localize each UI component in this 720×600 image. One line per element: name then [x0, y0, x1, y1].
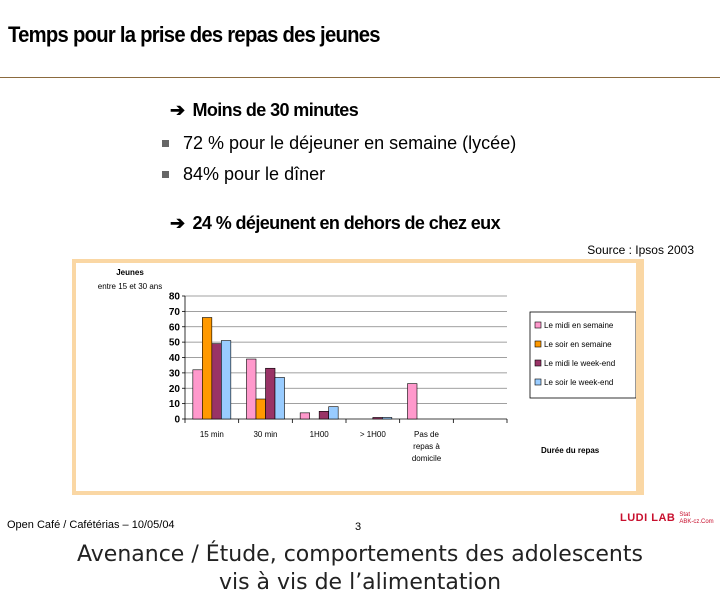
logo-text: LUDI LAB	[620, 512, 676, 524]
caption-line: Avenance / Étude, comportements des adolescents	[77, 542, 643, 567]
y-tick-label: 60	[168, 322, 180, 334]
bar	[212, 344, 222, 419]
y-tick-label: 20	[168, 383, 180, 395]
y-tick-label: 50	[168, 337, 180, 349]
page-number: 3	[355, 521, 362, 533]
x-tick-label: repas à	[413, 442, 440, 451]
bar	[221, 341, 231, 419]
bullet-item	[162, 128, 516, 159]
bar	[256, 399, 266, 419]
chart-frame	[72, 259, 644, 495]
arrow-icon: ➔	[170, 100, 185, 120]
headline-under-30-min	[170, 100, 358, 121]
source-note: Source : Ipsos 2003	[587, 243, 694, 257]
bar	[329, 407, 339, 419]
bar	[319, 411, 329, 419]
y-tick-label: 30	[168, 368, 180, 380]
legend-swatch	[535, 322, 541, 328]
y-tick-label: 70	[168, 306, 180, 318]
bullet-list	[162, 128, 516, 190]
bar	[247, 359, 257, 419]
slide-title: Temps pour la prise des repas des jeunes	[8, 22, 380, 47]
bar	[300, 413, 310, 419]
caption	[0, 541, 720, 597]
bullet-square-icon	[162, 171, 169, 178]
bullet-text: 84% pour le dîner	[183, 164, 326, 184]
arrow-icon: ➔	[170, 213, 185, 233]
x-axis-label: Durée du repas	[541, 446, 600, 455]
footer-event: Open Café / Cafétérias – 10/05/04	[7, 519, 175, 531]
title-divider	[0, 77, 720, 78]
y-tick-label: 80	[168, 291, 180, 303]
bullet-item	[162, 159, 516, 190]
y-tick-label: 0	[174, 414, 180, 426]
x-tick-label: domicile	[411, 454, 442, 463]
x-tick-label: Pas de	[414, 430, 439, 439]
legend-label: Le soir en semaine	[544, 340, 612, 349]
chart-subtitle: entre 15 et 30 ans	[97, 282, 163, 291]
headline-2-text: 24 % déjeunent en dehors de chez eux	[192, 213, 500, 233]
legend-swatch	[535, 341, 541, 347]
chart-area	[76, 263, 636, 491]
legend-label: Le midi en semaine	[544, 321, 614, 330]
y-tick-label: 10	[168, 399, 180, 411]
bar	[193, 370, 203, 419]
y-tick-label: 40	[168, 353, 180, 364]
x-tick-label: 15 min	[199, 430, 224, 439]
logo-small-line: Stat	[679, 512, 691, 518]
headline-eat-outside	[170, 213, 500, 234]
logo-small-line: ABK-cz.Com	[679, 519, 714, 525]
x-tick-label: 30 min	[253, 430, 278, 439]
ludi-lab-logo	[620, 512, 714, 526]
bullet-text: 72 % pour le déjeuner en semaine (lycée)	[183, 133, 517, 153]
legend-label: Le soir le week-end	[544, 378, 614, 387]
legend-label: Le midi le week-end	[544, 359, 616, 368]
bar	[382, 417, 392, 419]
x-tick-label: 1H00	[309, 430, 329, 439]
logo-small	[679, 512, 713, 526]
headline-1-text: Moins de 30 minutes	[192, 100, 359, 120]
legend-swatch	[535, 360, 541, 366]
bar	[408, 384, 418, 419]
bar-chart	[76, 263, 636, 491]
bar	[202, 318, 212, 419]
legend-swatch	[535, 379, 541, 385]
bar	[275, 377, 285, 419]
bullet-square-icon	[162, 140, 169, 147]
x-tick-label: > 1H00	[359, 430, 386, 439]
bar	[266, 368, 276, 419]
bar	[373, 417, 383, 419]
caption-line: vis à vis de l’alimentation	[218, 570, 502, 595]
chart-title: Jeunes	[116, 268, 144, 277]
